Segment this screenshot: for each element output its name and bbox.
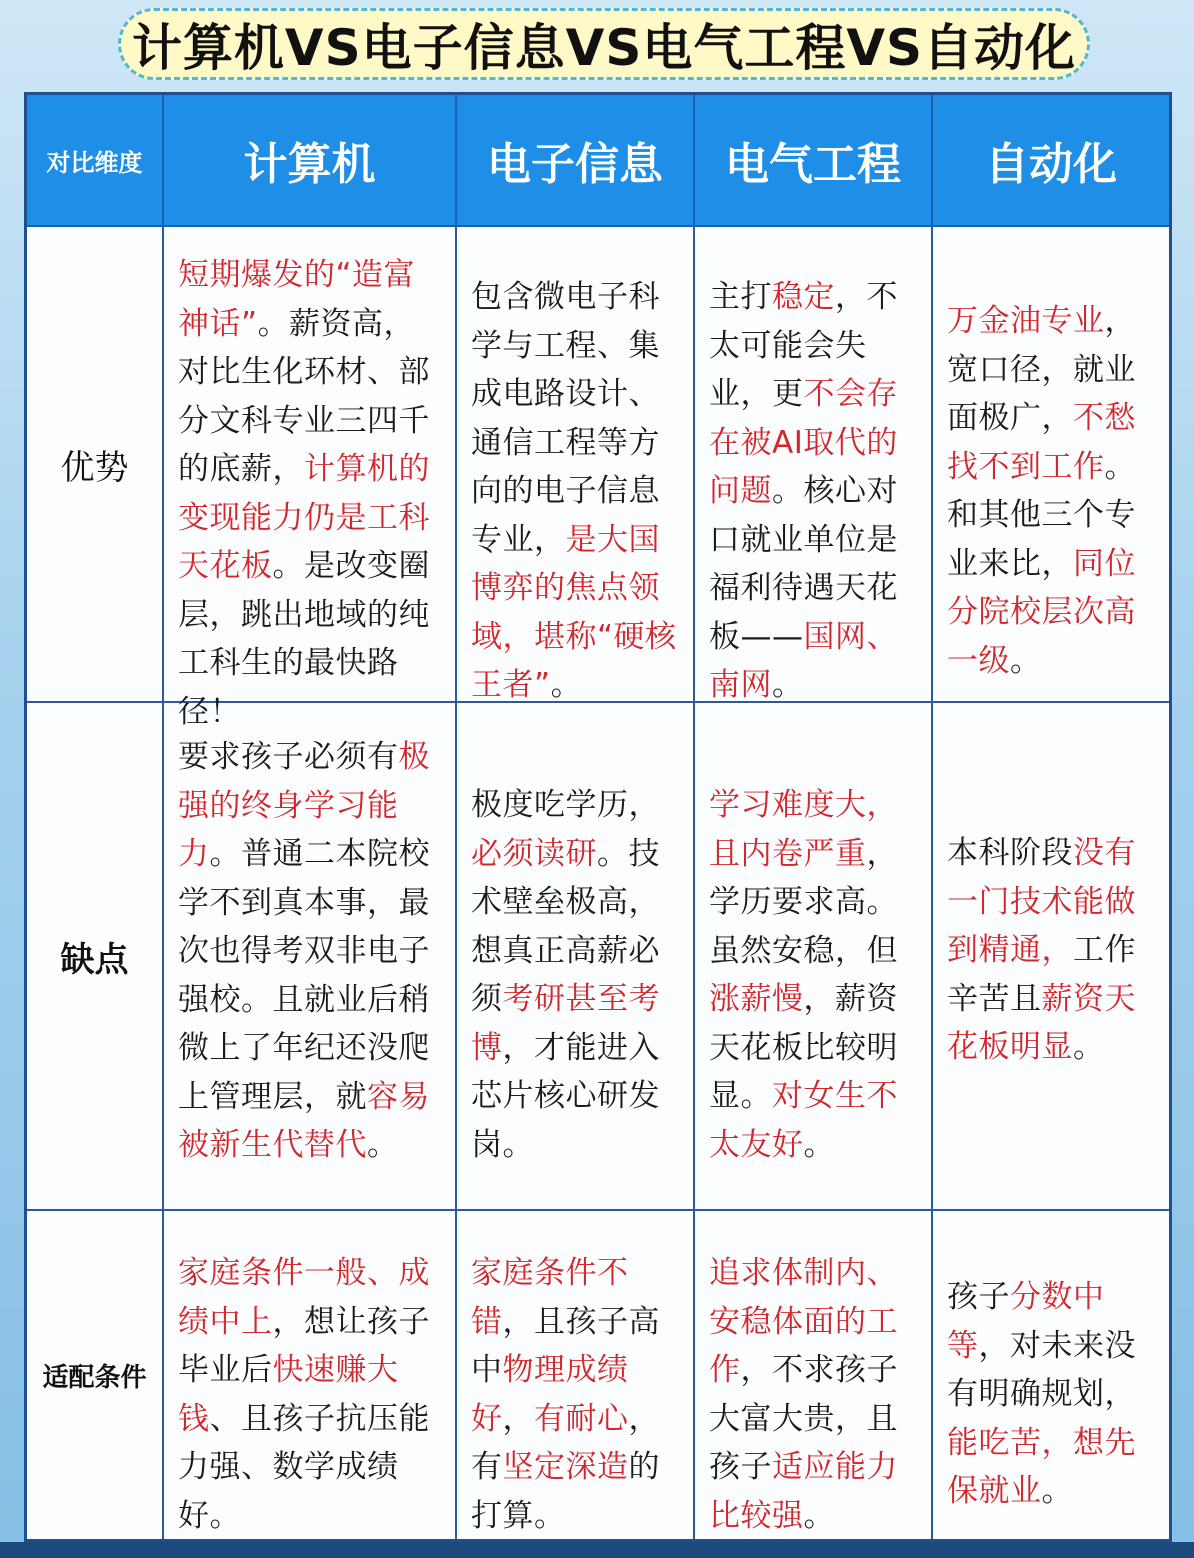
title-banner — [118, 8, 1090, 80]
row-label-advantages: 优势 — [27, 227, 164, 703]
body-text: 孩子 — [947, 1279, 1010, 1315]
highlight-text: 极强的终身学习能力 — [178, 739, 430, 872]
body-text: 要求孩子必须有 — [178, 739, 399, 775]
body-text: 。 — [550, 667, 583, 703]
body-text: ，想让孩子毕业后 — [178, 1303, 430, 1388]
highlight-text: 适应能力比较强 — [709, 1449, 898, 1534]
body-text: ，不太可能会失业，更 — [709, 279, 898, 412]
cell-suitable-electrical — [695, 1211, 933, 1539]
cell-advantages-computer — [164, 227, 457, 730]
body-text: ，才能进入芯片核心研发岗。 — [471, 1029, 660, 1163]
cell-text — [471, 273, 683, 710]
cell-disadvantages-automation — [933, 703, 1169, 1211]
body-text: 。 — [1041, 1473, 1073, 1509]
body-text: ，有 — [471, 1400, 660, 1485]
cell-text — [709, 781, 921, 1169]
highlight-text: 涨薪慢 — [709, 981, 804, 1017]
highlight-text: 同位分院校层次高一级 — [947, 545, 1136, 679]
row-label-suitable: 适配条件 — [27, 1211, 164, 1539]
body-text: 、且孩子抗压能力强、数学成绩好。 — [178, 1400, 430, 1534]
highlight-text: 不会存在被AI取代的问题 — [709, 376, 898, 509]
highlight-text: 快速赚大钱 — [178, 1352, 399, 1437]
body-text: 。 — [367, 1127, 399, 1163]
cell-text — [947, 829, 1159, 1072]
cell-advantages-automation — [933, 227, 1169, 703]
highlight-text: 物理成绩好 — [471, 1352, 629, 1437]
header-automation: 自动化 — [933, 95, 1169, 227]
highlight-text: 没有一门技术能做到精通， — [947, 835, 1136, 968]
cell-suitable-automation — [933, 1211, 1169, 1539]
highlight-text: 国网、南网 — [709, 618, 898, 703]
highlight-text: 容易被新生代替代 — [178, 1078, 430, 1163]
body-text: ， — [502, 1400, 534, 1437]
cell-disadvantages-computer — [164, 703, 457, 1211]
body-text: 。薪资高，对比生化环材、部分文科专业三四千的底薪， — [178, 305, 430, 487]
body-text: 。 — [803, 1497, 835, 1534]
highlight-text: 短期爆发的“造富神话” — [178, 257, 416, 342]
header-computer: 计算机 — [164, 95, 457, 227]
body-text: ，对未来没有明确规划， — [947, 1327, 1136, 1412]
highlight-text: 分数中等 — [947, 1279, 1105, 1364]
body-text: 。是改变圈层，跳出地域的纯工科生的最快路径！ — [178, 548, 430, 730]
body-text: ，学历要求高。虽然安稳，但 — [709, 835, 898, 969]
highlight-text: 对女生不太友好 — [709, 1078, 898, 1163]
cell-text — [709, 273, 921, 710]
table-row-disadvantages — [27, 703, 1169, 1211]
cell-text — [947, 297, 1159, 685]
body-text: 。 — [1010, 642, 1042, 679]
highlight-text: 学习难度大，且内卷严重 — [709, 787, 898, 872]
table-header-row — [27, 95, 1169, 227]
highlight-text: 不愁找不到工作 — [947, 400, 1136, 485]
header-electrical-eng: 电气工程 — [695, 95, 933, 227]
header-dimension: 对比维度 — [27, 95, 164, 227]
cell-text — [471, 1249, 683, 1540]
bottom-bar — [0, 1542, 1194, 1558]
highlight-text: 稳定 — [772, 279, 835, 315]
cell-text — [178, 733, 445, 1170]
page-title: 计算机VS电子信息VS电气工程VS自动化 — [131, 19, 1077, 77]
highlight-text: 家庭条件不错 — [471, 1255, 629, 1340]
highlight-text: 计算机的变现能力仍是工科天花板 — [178, 451, 430, 584]
body-text: 。 — [1073, 1029, 1105, 1065]
cell-text — [178, 1249, 445, 1540]
body-text: 。核心对口就业单位是福利待遇天花板—— — [709, 473, 898, 655]
table-row-advantages — [27, 227, 1169, 730]
body-text: ，宽口径，就业面极广， — [947, 303, 1136, 436]
cell-text — [709, 1249, 921, 1540]
cell-suitable-computer — [164, 1211, 457, 1539]
cell-text — [947, 1273, 1159, 1516]
highlight-text: 万金油专业 — [947, 303, 1105, 339]
body-text: 工作辛苦且 — [947, 932, 1136, 1017]
body-text: ，薪资天花板比较明显。 — [709, 981, 898, 1114]
row-label-disadvantages: 缺点 — [27, 703, 164, 1211]
cell-disadvantages-electronic — [457, 703, 695, 1211]
body-text: 的打算。 — [471, 1449, 660, 1534]
highlight-text: 必须读研 — [471, 835, 597, 872]
highlight-text: 能吃苦，想先保就业 — [947, 1424, 1136, 1509]
highlight-text: 薪资天花板明显 — [947, 980, 1136, 1065]
cell-advantages-electronic — [457, 227, 695, 703]
highlight-text: 是大国博弈的焦点领域，堪称“硬核王者” — [471, 521, 677, 703]
body-text: 。技术壁垒极高，想真正高薪必须 — [471, 835, 660, 1017]
body-text: ，不求孩子大富大贵，且孩子 — [709, 1352, 898, 1485]
highlight-text: 家庭条件一般、成绩中上 — [178, 1255, 430, 1340]
body-text: ，且孩子高中 — [471, 1303, 660, 1388]
highlight-text: 考研甚至考博 — [471, 981, 660, 1066]
body-text: 。普通二本院校学不到真本事，最次也得考双非电子强校。且就业后稍微上了年纪还没爬上管理层，就 — [178, 836, 430, 1115]
cell-suitable-electronic — [457, 1211, 695, 1539]
cell-advantages-electrical — [695, 227, 933, 703]
body-text: 极度吃学历， — [471, 787, 660, 823]
body-text: 。 — [772, 667, 804, 703]
highlight-text: 坚定深造 — [502, 1449, 629, 1485]
cell-text — [471, 781, 683, 1169]
body-text: 包含微电子科学与工程、集成电路设计、通信工程等方向的电子信息专业， — [471, 279, 660, 558]
body-text: 。 — [803, 1126, 835, 1163]
cell-text — [178, 251, 445, 736]
highlight-text: 有耐心 — [534, 1400, 629, 1437]
cell-disadvantages-electrical — [695, 703, 933, 1211]
body-text: 主打 — [709, 279, 772, 315]
body-text: 。和其他三个专业来比， — [947, 448, 1136, 582]
highlight-text: 追求体制内、安稳体面的工作 — [709, 1255, 898, 1388]
table-row-suitable — [27, 1211, 1169, 1539]
header-electronic-info: 电子信息 — [457, 95, 695, 227]
comparison-table — [24, 92, 1172, 1542]
body-text: 本科阶段 — [947, 835, 1073, 871]
